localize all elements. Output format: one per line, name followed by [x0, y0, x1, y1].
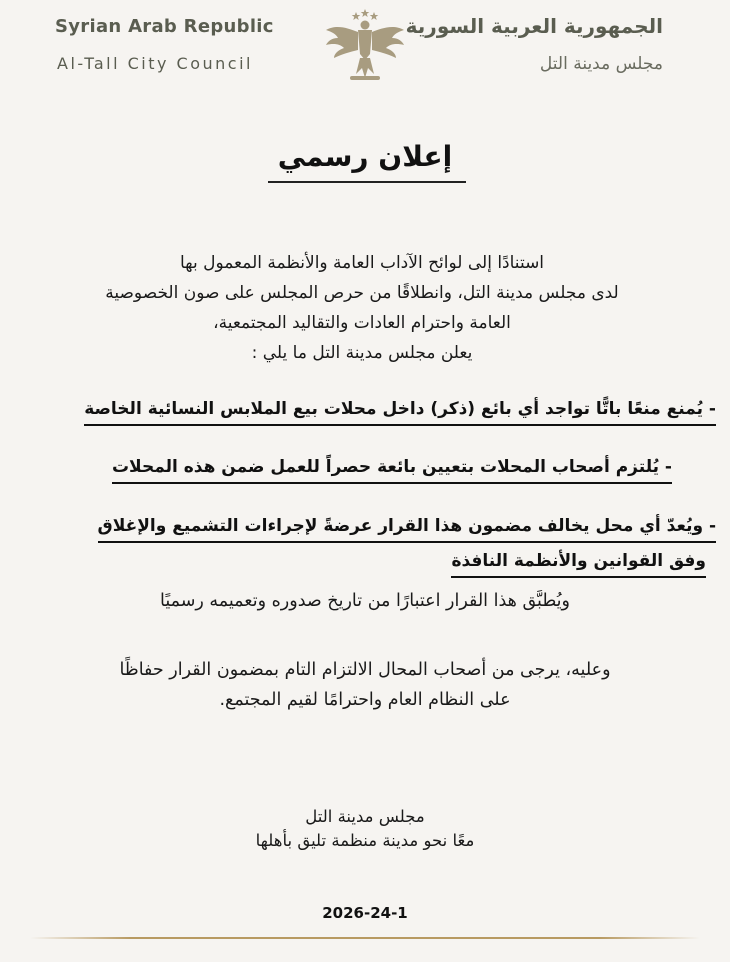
decision-line: - ويُعدّ أي محل يخالف مضمون هذا القرار عرضةً لإجراءات التشميع والإغلاق [98, 512, 716, 543]
header-en-title: Syrian Arab Republic [55, 16, 274, 37]
eagle-emblem-icon [322, 8, 408, 84]
issue-date: 2026-24-1 [322, 904, 408, 922]
decision-point-1 [84, 395, 716, 426]
intro-line: لدى مجلس مدينة التل، وانطلاقًا من حرص المجلس على صون الخصوصية [105, 283, 619, 303]
decision-line: - يُمنع منعًا باتًّا تواجد أي بائع (ذكر) داخل محلات بيع الملابس النسائية الخاصة [84, 395, 716, 426]
closing-line: وعليه، يرجى من أصحاب المحال الالتزام التام بمضمون القرار حفاظًا [119, 660, 611, 680]
decision-line: وفق القوانين والأنظمة النافذة [451, 547, 706, 578]
header-en-subtitle: Al-Tall City Council [57, 54, 253, 73]
letterhead [0, 0, 730, 95]
intro-paragraph [22, 248, 702, 368]
signature-block [0, 805, 730, 853]
closing-paragraph [0, 655, 730, 715]
signature-line: معًا نحو مدينة منظمة تليق بأهلها [255, 831, 475, 850]
intro-line: العامة واحترام العادات والتقاليد المجتمعية، [213, 313, 511, 333]
closing-line: على النظام العام واحترامًا لقيم المجتمع. [219, 690, 511, 710]
footer-divider [30, 937, 700, 939]
header-ar-subtitle: مجلس مدينة التل [539, 54, 663, 74]
decision-point-3 [0, 512, 716, 578]
header-ar-title: الجمهورية العربية السورية [405, 14, 663, 38]
intro-line: استنادًا إلى لوائح الآداب العامة والأنظمة المعمول بها [179, 253, 545, 273]
effective-statement: ويُطبَّق هذا القرار اعتبارًا من تاريخ صدوره وتعميمه رسميًا [160, 591, 570, 611]
decision-line: - يُلتزم أصحاب المحلات بتعيين بائعة حصراً للعمل ضمن هذه المحلات [112, 453, 672, 484]
announcement-title: إعلان رسمي [277, 140, 453, 173]
title-underline [268, 181, 466, 183]
signature-line: مجلس مدينة التل [305, 807, 425, 826]
intro-line: يعلن مجلس مدينة التل ما يلي : [251, 343, 473, 363]
decision-point-2 [112, 453, 672, 484]
